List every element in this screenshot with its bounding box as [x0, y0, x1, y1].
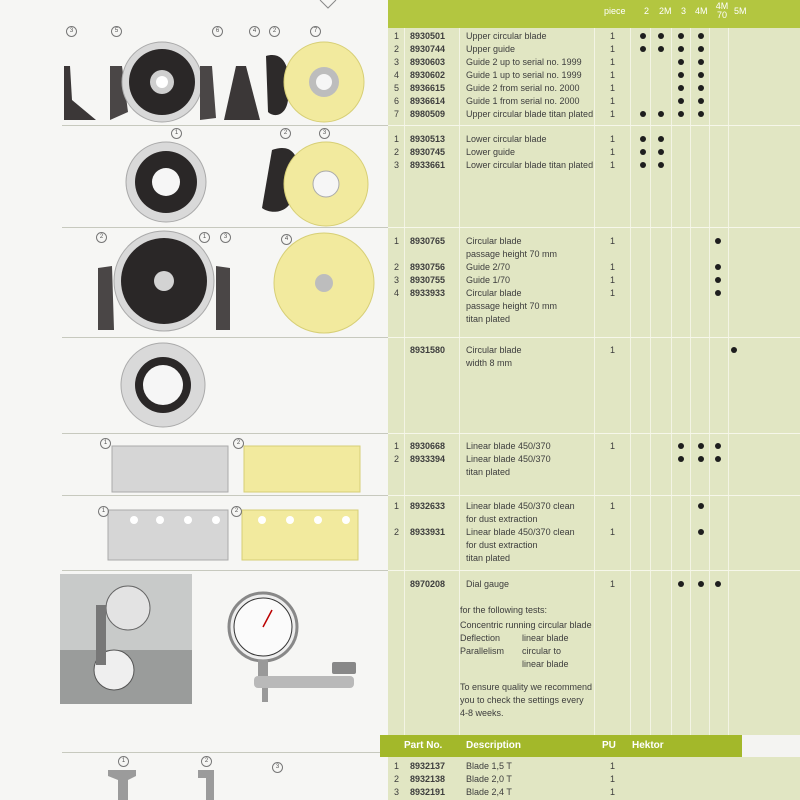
callout: 7 [310, 26, 321, 37]
item-number: 1 [394, 31, 400, 41]
compatibility-dot [698, 33, 704, 39]
part-description: Circular blade [466, 236, 522, 246]
compatibility-dot [715, 277, 721, 283]
callout: 4 [281, 234, 292, 245]
item-number: 2 [394, 774, 400, 784]
compatibility-dot [678, 98, 684, 104]
part-number: 8980509 [410, 109, 446, 119]
compatibility-dot [678, 59, 684, 65]
part-description: passage height 70 mm [466, 249, 558, 259]
part-description: Lower circular blade titan plated [466, 160, 594, 170]
compatibility-dot [698, 443, 704, 449]
item-number: 2 [394, 147, 400, 157]
col-header-3: 3 [681, 6, 687, 16]
packing-unit: 1 [610, 147, 616, 157]
header-hektor: Hektor [632, 740, 664, 751]
part-description: width 8 mm [466, 358, 513, 368]
packing-unit: 1 [610, 527, 616, 537]
compatibility-dot [698, 72, 704, 78]
part-number: 8930668 [410, 441, 446, 451]
part-description: titan plated [466, 314, 511, 324]
compatibility-dot [698, 98, 704, 104]
item-number: 1 [394, 441, 400, 451]
note-test-label: Deflection [460, 633, 501, 643]
part-description: Blade 2,4 T [466, 787, 512, 797]
item-number: 1 [394, 501, 400, 511]
part-description: Linear blade 450/370 clean [466, 501, 575, 511]
part-description: Circular blade [466, 345, 522, 355]
compatibility-dot [640, 162, 646, 168]
compatibility-dot [698, 59, 704, 65]
part-description: Upper guide [466, 44, 516, 54]
compatibility-dot [715, 456, 721, 462]
callout: 1 [118, 756, 129, 767]
callout: 2 [280, 128, 291, 139]
compatibility-dot [698, 529, 704, 535]
compatibility-dot [640, 111, 646, 117]
callout: 2 [231, 506, 242, 517]
callout: 3 [66, 26, 77, 37]
part-number: 8936614 [410, 96, 446, 106]
compatibility-dot [698, 503, 704, 509]
packing-unit: 1 [610, 774, 616, 784]
part-description: Blade 2,0 T [466, 774, 512, 784]
compatibility-dot [640, 149, 646, 155]
compatibility-dot [678, 46, 684, 52]
packing-unit: 1 [610, 134, 616, 144]
note-test-value: linear blade [522, 633, 569, 643]
compatibility-dot [678, 581, 684, 587]
packing-unit: 1 [610, 236, 616, 246]
part-description: Lower circular blade [466, 134, 547, 144]
callout: 1 [199, 232, 210, 243]
compatibility-dot [715, 238, 721, 244]
part-number: 8930755 [410, 275, 446, 285]
part-number: 8930501 [410, 31, 446, 41]
part-description: Guide 1/70 [466, 275, 511, 285]
compatibility-dot [715, 581, 721, 587]
part-number: 8930765 [410, 236, 446, 246]
part-number: 8930744 [410, 44, 446, 54]
compatibility-dot [640, 46, 646, 52]
packing-unit: 1 [610, 787, 616, 797]
packing-unit: 1 [610, 96, 616, 106]
packing-unit: 1 [610, 579, 616, 589]
packing-unit: 1 [610, 70, 616, 80]
item-number: 5 [394, 83, 400, 93]
item-number: 1 [394, 236, 400, 246]
compatibility-dot [640, 33, 646, 39]
header-description: Description [466, 740, 522, 751]
part-description: Guide 1 from serial no. 2000 [466, 96, 580, 106]
part-description: Lower guide [466, 147, 516, 157]
compatibility-dot [698, 85, 704, 91]
callout: 3 [272, 762, 283, 773]
packing-unit: 1 [610, 262, 616, 272]
part-number: 8930745 [410, 147, 446, 157]
part-number: 8930756 [410, 262, 446, 272]
column-header-bar [388, 0, 800, 28]
item-number: 3 [394, 275, 400, 285]
packing-unit: 1 [610, 441, 616, 451]
note-advice: you to check the settings every [460, 695, 584, 705]
packing-unit: 1 [610, 288, 616, 298]
part-description: for dust extraction [466, 540, 538, 550]
note-advice: 4-8 weeks. [460, 708, 504, 718]
compatibility-dot [658, 46, 664, 52]
header-pu: PU [602, 740, 616, 751]
part-description: Circular blade [466, 288, 522, 298]
compatibility-dot [678, 111, 684, 117]
item-number: 1 [394, 134, 400, 144]
part-number: 8932633 [410, 501, 446, 511]
compatibility-dot [678, 456, 684, 462]
note-line: Concentric running circular blade [460, 620, 592, 630]
item-number: 4 [394, 288, 400, 298]
packing-unit: 1 [610, 109, 616, 119]
note-test-value: circular to [522, 646, 562, 656]
packing-unit: 1 [610, 31, 616, 41]
compatibility-dot [678, 85, 684, 91]
compatibility-dot [658, 33, 664, 39]
compatibility-dot [698, 111, 704, 117]
part-description: passage height 70 mm [466, 301, 558, 311]
part-number: 8932137 [410, 761, 446, 771]
item-number: 6 [394, 96, 400, 106]
compatibility-dot [640, 136, 646, 142]
callout: 6 [212, 26, 223, 37]
part-description: Guide 2/70 [466, 262, 511, 272]
part-number: 8933931 [410, 527, 446, 537]
part-description: titan plated [466, 553, 511, 563]
item-number: 2 [394, 527, 400, 537]
packing-unit: 1 [610, 501, 616, 511]
callout: 2 [269, 26, 280, 37]
col-header-4m: 4M [695, 6, 708, 16]
compatibility-dot [678, 72, 684, 78]
note-test-value: linear blade [522, 659, 569, 669]
compatibility-dot [698, 456, 704, 462]
part-number: 8932191 [410, 787, 446, 797]
compatibility-dot [715, 264, 721, 270]
part-description: Linear blade 450/370 clean [466, 527, 575, 537]
item-number: 3 [394, 57, 400, 67]
part-number: 8930513 [410, 134, 446, 144]
item-number: 2 [394, 262, 400, 272]
callout: 1 [171, 128, 182, 139]
part-number: 8933661 [410, 160, 446, 170]
compatibility-dot [658, 136, 664, 142]
item-number: 2 [394, 454, 400, 464]
part-description: for dust extraction [466, 514, 538, 524]
part-description: Linear blade 450/370 [466, 454, 551, 464]
header-part-no: Part No. [404, 740, 443, 751]
packing-unit: 1 [610, 275, 616, 285]
part-description: Blade 1,5 T [466, 761, 512, 771]
part-description: Dial gauge [466, 579, 510, 589]
item-number: 7 [394, 109, 400, 119]
callout: 3 [319, 128, 330, 139]
compatibility-dot [678, 33, 684, 39]
compatibility-dot [715, 290, 721, 296]
part-number: 8970208 [410, 579, 446, 589]
item-number: 2 [394, 44, 400, 54]
compatibility-dot [658, 111, 664, 117]
packing-unit: 1 [610, 345, 616, 355]
part-description: titan plated [466, 467, 511, 477]
part-description: Guide 2 up to serial no. 1999 [466, 57, 582, 67]
table-header-bar [380, 735, 742, 757]
part-description: Upper circular blade [466, 31, 547, 41]
part-number: 8936615 [410, 83, 446, 93]
part-description: Guide 2 from serial no. 2000 [466, 83, 580, 93]
packing-unit: 1 [610, 57, 616, 67]
part-number: 8930602 [410, 70, 446, 80]
packing-unit: 1 [610, 160, 616, 170]
callout: 2 [233, 438, 244, 449]
col-header-2m: 2M [659, 6, 672, 16]
col-header-5m: 5M [734, 6, 747, 16]
compatibility-dot [731, 347, 737, 353]
callout: 4 [249, 26, 260, 37]
note-intro: for the following tests: [460, 605, 548, 615]
col-header-4m70: 4M 70 [715, 1, 729, 20]
item-number: 3 [394, 787, 400, 797]
note-advice: To ensure quality we recommend [460, 682, 593, 692]
compatibility-dot [715, 443, 721, 449]
part-number: 8933933 [410, 288, 446, 298]
item-number: 1 [394, 761, 400, 771]
packing-unit: 1 [610, 83, 616, 93]
part-number: 8930603 [410, 57, 446, 67]
part-description: Linear blade 450/370 [466, 441, 551, 451]
packing-unit: 1 [610, 44, 616, 54]
compatibility-dot [658, 162, 664, 168]
part-description: Upper circular blade titan plated [466, 109, 594, 119]
part-description: Guide 1 up to serial no. 1999 [466, 70, 582, 80]
callout: 2 [96, 232, 107, 243]
item-number: 3 [394, 160, 400, 170]
item-number: 4 [394, 70, 400, 80]
callout: 1 [98, 506, 109, 517]
note-test-label: Parallelism [460, 646, 505, 656]
col-header-piece: piece [604, 6, 626, 16]
callout: 3 [220, 232, 231, 243]
compatibility-dot [698, 581, 704, 587]
compatibility-dot [658, 149, 664, 155]
packing-unit: 1 [610, 761, 616, 771]
part-number: 8933394 [410, 454, 446, 464]
callout: 2 [201, 756, 212, 767]
callout: 1 [100, 438, 111, 449]
part-number: 8931580 [410, 345, 446, 355]
col-header-2: 2 [644, 6, 650, 16]
parts-illustrations [0, 0, 388, 800]
compatibility-dot [678, 443, 684, 449]
callout: 5 [111, 26, 122, 37]
part-number: 8932138 [410, 774, 446, 784]
compatibility-dot [698, 46, 704, 52]
